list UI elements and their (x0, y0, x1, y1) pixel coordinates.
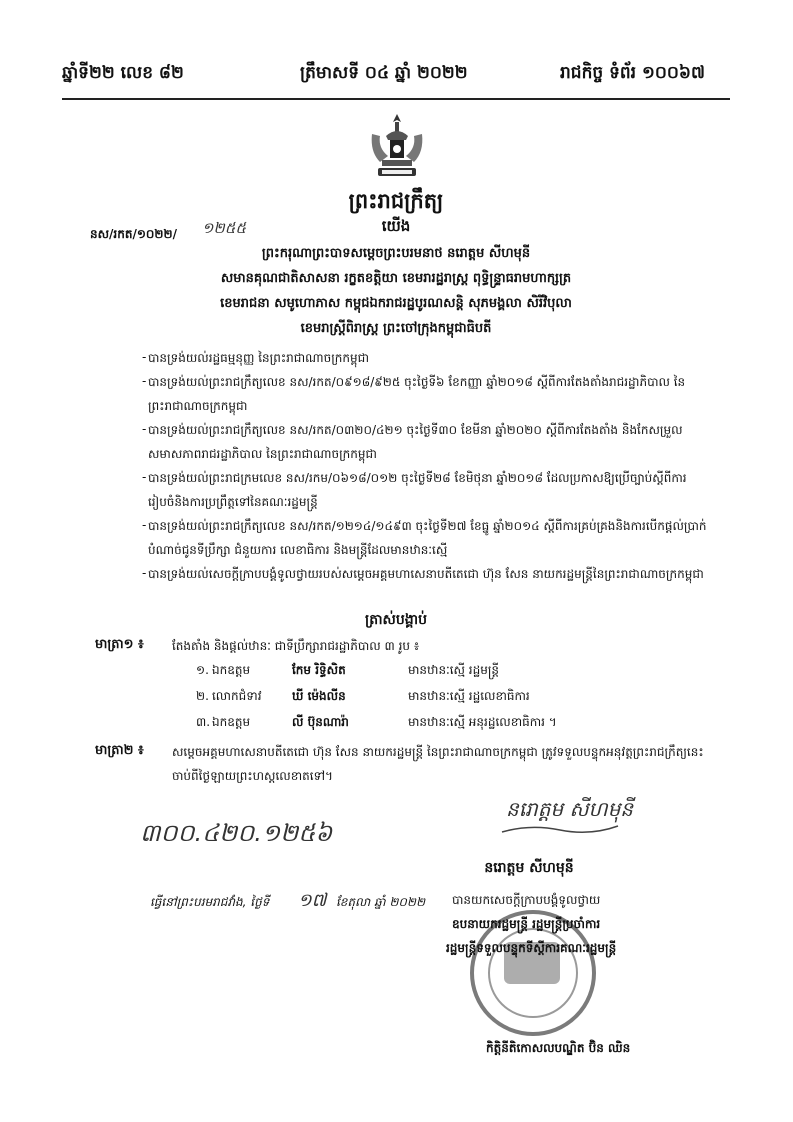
issued-day: ១៧ (298, 890, 327, 911)
member-rank: មានឋានៈស្មើ រដ្ឋលេខាធិការ (408, 689, 530, 703)
article-2-label: មាត្រា២ ៖ (95, 743, 144, 758)
countersign-name: កិត្តិនីតិកោសលបណ្ឌិត ប៊ិន ឈិន (486, 1041, 631, 1055)
member-title: ឯកឧត្តម (212, 663, 251, 677)
monarch-line-4: ខេមរាស្ត្រីពិរាស្ត្រ ព្រះចៅក្រុងកម្ពុជាធិបតី (300, 321, 492, 336)
decree-heading: ត្រាស់បង្គាប់ (365, 612, 427, 628)
recital-6: បានទ្រង់យល់សេចក្តីក្រាបបង្គំទូលថ្វាយរបស់សម្តេចអគ្គមហាសេនាបតីតេជោ ហ៊ុន សែន នាយករដ្ឋមន្ត្រីនៃព្រះរាជាណាចក្រកម្ពុជា (148, 567, 704, 581)
royal-signature: នរោត្តម សីហមុនី (506, 797, 633, 821)
article-1-label: មាត្រា១ ៖ (95, 637, 144, 652)
recital-dash: - (142, 422, 147, 436)
member-name: ឃី ម៉េងលីន (292, 689, 346, 703)
decree-title: ព្រះរាជក្រឹត្យ (348, 189, 444, 213)
countersign-line-2: ឧបនាយករដ្ឋមន្ត្រី រដ្ឋមន្ត្រីប្រចាំការ (452, 917, 601, 931)
signatory-name: នរោត្តម សីហមុនី (484, 860, 574, 876)
recital-dash: - (142, 518, 147, 532)
recital-5: បានទ្រង់យល់ព្រះរាជក្រឹត្យលេខ នស/រកត/១២១៤/១៤៩៣ ចុះថ្ងៃទី២៧ ខែធ្នូ ឆ្នាំ២០១៤ ស្តីពីការគ្រប់គ្រងនិងការបើកផ្តល់ប្រាក់បំណាច់ជូនទីប្រឹក្សា ជំនួយការ លេខាធិការ និងមន្ត្រីដែលមានឋានៈស្មើ (148, 519, 707, 557)
handwritten-registry-number: ៣០០.៤២០.១២៥៦ (140, 819, 333, 847)
signature-stroke-icon (500, 822, 620, 836)
recital-1: បានទ្រង់យល់រដ្ឋធម្មនុញ្ញ នៃព្រះរាជាណាចក្រកម្ពុជា (148, 351, 370, 365)
recital-dash: - (142, 350, 147, 364)
recital-dash: - (142, 374, 147, 388)
gazette-year-issue: ឆ្នាំទី២២ លេខ ៨២ (62, 63, 184, 83)
gazette-date: ត្រឹមាសទី ០៤ ឆ្នាំ ២០២២ (300, 63, 468, 83)
member-name: កែម រិទ្ធិសិត (292, 663, 346, 677)
recital-4: បានទ្រង់យល់ព្រះរាជក្រមលេខ នស/រកម/០៦១៨/០១២ ចុះថ្ងៃទី២៨ ខែមិថុនា ឆ្នាំ២០១៨ ដែលប្រកាសឱ្យប្រើច្បាប់ស្តីពីការរៀបចំនិងការប្រព្រឹត្តទៅនៃគណៈរដ្ឋមន្ត្រី (148, 471, 687, 509)
royal-coat-of-arms-icon (366, 112, 428, 178)
member-num: ១. (196, 663, 209, 677)
issued-month-year: ខែតុលា ឆ្នាំ ២០២២ (336, 895, 426, 909)
recital-3: បានទ្រង់យល់ព្រះរាជក្រឹត្យលេខ នស/រកត/០៣២០/៤២១ ចុះថ្ងៃទី៣០ ខែមីនា ឆ្នាំ២០២០ ស្តីពីការតែងតាំង និងកែសម្រួលសមាសភាពរាជរដ្ឋាភិបាល នៃព្រះរាជាណាចក្រកម្ពុជា (148, 423, 683, 461)
countersign-line-3: រដ្ឋមន្ត្រីទទួលបន្ទុកទីស្តីការគណៈរដ្ឋមន្ត្រី (446, 941, 617, 955)
header-divider (62, 98, 730, 100)
recital-dash: - (142, 470, 147, 484)
reference-prefix: នស/រកត/១០២២/ (90, 227, 177, 241)
member-num: ៣. (196, 715, 211, 729)
member-rank: មានឋានៈស្មើ រដ្ឋមន្ត្រី (408, 663, 500, 677)
member-title: លោកជំទាវ (212, 689, 262, 703)
gazette-page: រាជកិច្ច ទំព័រ ១០០៦៧ (560, 63, 705, 83)
decree-subtitle: យើង (381, 217, 411, 235)
issued-at: ធ្វើនៅព្រះបរមរាជវាំង, ថ្ងៃទី (150, 895, 270, 909)
article-2-text: សម្តេចអគ្គមហាសេនាបតីតេជោ ហ៊ុន សែន នាយករដ្ឋមន្ត្រី នៃព្រះរាជាណាចក្រកម្ពុជា ត្រូវទទួលបន្ទុកអនុវត្តព្រះរាជក្រឹត្យនេះ ចាប់ពីថ្ងៃឡាយព្រះហស្តលេខាតទៅ។ (172, 745, 704, 783)
monarch-line-1: ព្រះករុណាព្រះបាទសម្តេចព្រះបរមនាថ នរោត្តម សីហមុនី (261, 246, 531, 261)
article-1-text: តែងតាំង និងផ្តល់ឋានៈ ជាទីប្រឹក្សារាជរដ្ឋាភិបាល ៣ រូប ៖ (172, 639, 420, 653)
recital-dash: - (142, 566, 147, 580)
countersign-line-1: បានយកសេចក្តីក្រាបបង្គំទូលថ្វាយ (452, 893, 601, 907)
member-name: លី ប៊ុនណារ៉ា (292, 715, 349, 729)
monarch-line-3: ខេមរាជនា សមូហោភាស កម្ពុជឯករាជរដ្ឋបូរណសន្តិ សុភមង្គលា សិរីវិបុលា (220, 296, 572, 311)
reference-number: ១២៥៥ (202, 219, 246, 237)
member-rank: មានឋានៈស្មើ អនុរដ្ឋលេខាធិការ ។ (408, 715, 557, 729)
member-num: ២. (196, 689, 209, 703)
member-title: ឯកឧត្តម (212, 715, 251, 729)
monarch-line-2: សមានគុណជាតិសាសនា រក្ខតខត្តិយា ខេមរារដ្ឋរាស្ត្រ ពុទ្ធិន្ទ្រាធរាមហាក្សត្រ (220, 271, 572, 286)
recital-2: បានទ្រង់យល់ព្រះរាជក្រឹត្យលេខ នស/រកត/០៩១៨/៩២៥ ចុះថ្ងៃទី៦ ខែកញ្ញា ឆ្នាំ២០១៨ ស្តីពីការតែងតាំងរាជរដ្ឋាភិបាល នៃព្រះរាជាណាចក្រកម្ពុជា (148, 375, 686, 413)
